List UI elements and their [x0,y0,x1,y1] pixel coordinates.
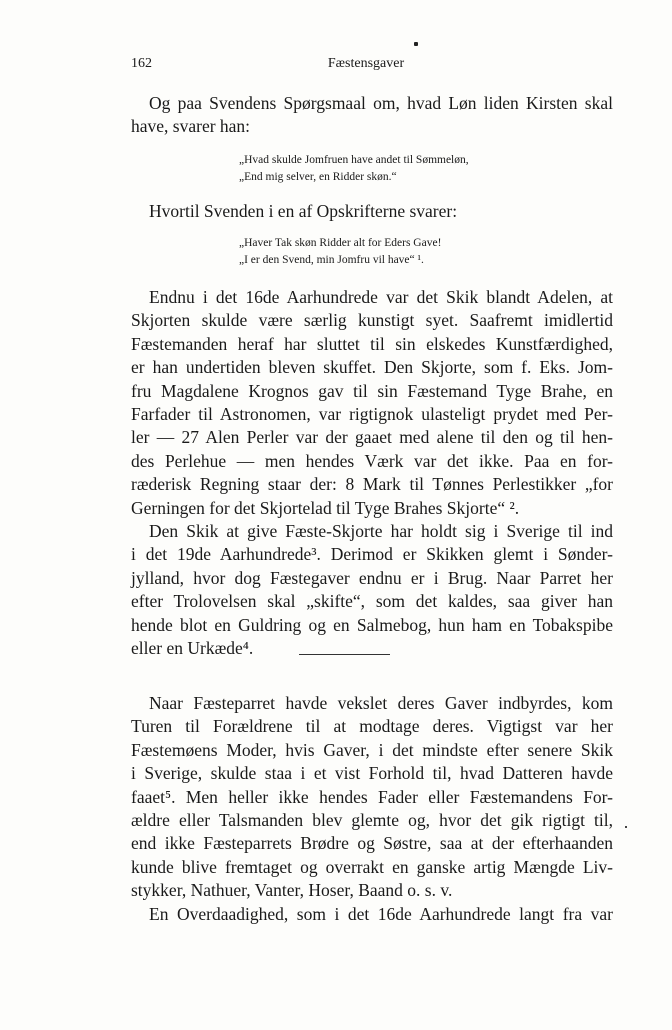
text-line: fru Magdalene Krognos gav til sin Fæstemand Tyge Brahe, en [131,380,613,401]
text-line: Og paa Svendens Spørgsmaal om, hvad Løn liden Kirsten skal [149,93,613,113]
text-line: Fæstemøens Moder, hvis Gaver, i det mindste efter senere Skik [131,739,613,760]
text-line: Turen til Forældrene til at modtage deres. Vigtigst var her [131,716,613,737]
text-line: jylland, hvor dog Fæstegaver endnu er i Brug. Naar Parret her [131,567,613,588]
verse-line: „End mig selver, en Ridder skøn.“ [239,171,397,183]
verse-quote-2 [239,235,441,269]
text-line: ræderisk Regning staar der: 8 Mark til Tønnes Perlestikker „for [131,474,613,495]
text-line: Den Skik at give Fæste-Skjorte har holdt sig i Sverige til ind [149,521,613,541]
paragraph-svendens-question [131,92,613,139]
margin-speck [625,826,627,828]
text-line: efter Trolovelsen skal „skifte“, som det kaldes, saa giver han [131,591,613,612]
verse-line: „Haver Tak skøn Ridder alt for Eders Gave! [239,237,442,249]
section-divider [299,654,390,655]
text-line: have, svarer han: [131,116,251,137]
paragraph-faeste-skjorte [131,520,613,660]
page-number: 162 [131,56,152,71]
text-line: Gerningen for det Skjortelad til Tyge Brahes Skjorte“ ². [131,497,520,518]
text-line: faaet⁵. Men heller ikke hendes Fader eller Fæstemandens For- [131,786,613,807]
text-line: En Overdaadighed, som i det 16de Aarhundrede langt fra var [149,904,613,924]
paragraph-skjorte [131,286,613,520]
text-line: i det 19de Aarhundrede³. Derimod er Skikken glemt i Sønder- [131,544,613,565]
text-line: er han undertiden bleven skuffet. Den Skjorte, som f. Eks. Jom- [131,357,613,378]
text-line: stykker, Nathuer, Vanter, Hoser, Baand o. s. v. [131,880,453,901]
text-line: i Sverige, skulde staa i et vist Forhold til, hvad Datteren havde [131,763,613,784]
text-line: kunde blive fremtaget og overrakt en ganske artig Mængde Liv- [131,856,613,877]
text-line: des Perlehue — men hendes Værk var det ikke. Paa en for- [131,450,613,471]
text-line: ældre eller Talsmanden blev glemte og, hvor det gik rigtigt til, [131,810,613,831]
text-line: Hvortil Svenden i en af Opskrifterne svarer: [149,201,458,221]
text-line: Fæstemanden heraf har sluttet til sin elskedes Kunstfærdighed, [131,333,613,354]
paragraph-overdaadighed [131,903,613,926]
text-line: Naar Fæsteparret havde vekslet deres Gaver indbyrdes, kom [149,693,613,713]
paragraph-faesteparret [131,692,613,903]
text-line: ler — 27 Alen Perler var der gaaet med alene til den og til hen- [131,427,613,448]
text-line: Endnu i det 16de Aarhundrede var det Skik blandt Adelen, at [149,287,613,307]
verse-quote-1 [239,152,469,186]
text-line: hende blot en Guldring og en Salmebog, hun ham en Tobakspibe [131,614,613,635]
paragraph-svenden-reply [131,200,613,223]
verse-line: „Hvad skulde Jomfruen have andet til Sømmeløn, [239,154,469,166]
running-title: Fæstensgaver [327,56,405,71]
text-line: Farfader til Astronomen, var rigtignok ulasteligt prydet med Per- [131,404,613,425]
verse-line: „I er den Svend, min Jomfru vil have“ ¹. [239,254,424,266]
ink-speck [414,42,418,46]
text-line: end ikke Fæsteparrets Brødre og Søstre, saa at der efterhaanden [131,833,613,854]
text-line: Skjorten skulde være særlig kunstigt syet. Saafremt imidlertid [131,310,613,331]
text-line: eller en Urkæde⁴. [131,638,254,659]
